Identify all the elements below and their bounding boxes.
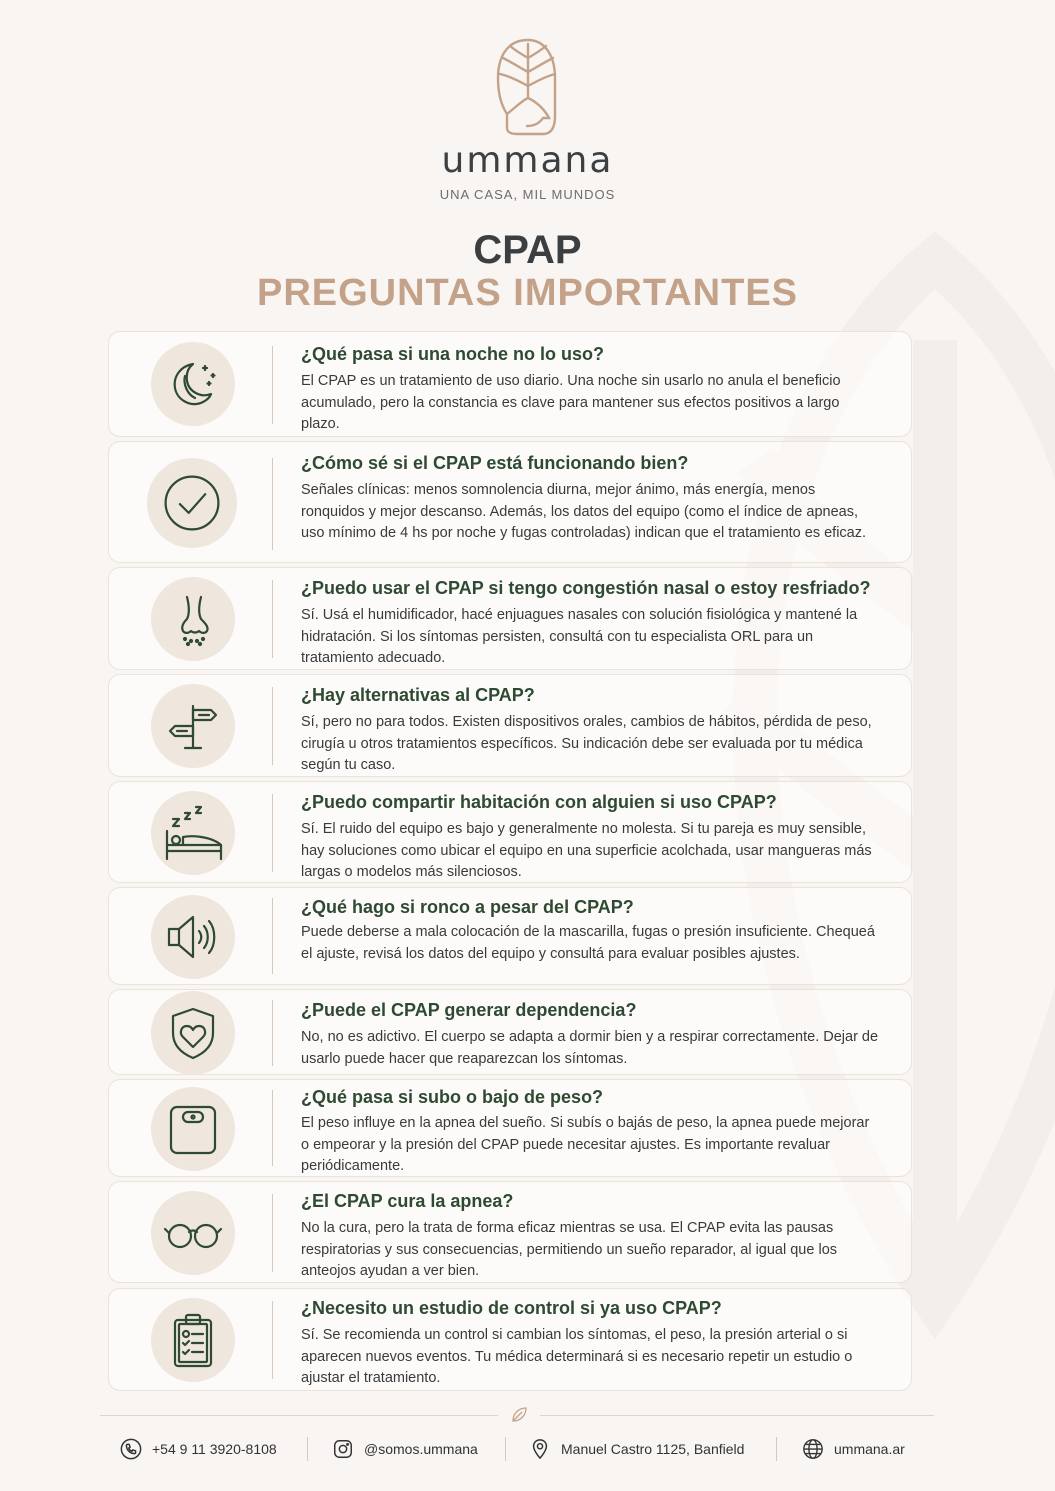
brand-tagline: UNA CASA, MIL MUNDOS [439, 187, 616, 202]
instagram-text: @somos.ummana [364, 1441, 478, 1457]
bed-sleep-icon [151, 791, 235, 875]
glasses-icon [151, 1191, 235, 1275]
faq-answer: No la cura, pero la trata de forma eficaz mientras se usa. El CPAP evita las pausas respiratorias y sus consecuencias, permitiendo un sueño reparador, al igual que los anteojos ayudan a ver bien. [301, 1220, 838, 1280]
instagram-icon [332, 1438, 354, 1460]
faq-question: ¿El CPAP cura la apnea? [301, 1191, 514, 1211]
footer-instagram[interactable] [332, 1437, 478, 1461]
footer-separator [505, 1437, 506, 1461]
phone-text: +54 9 11 3920-8108 [152, 1441, 277, 1457]
card-divider [272, 580, 273, 658]
header [0, 36, 1055, 202]
moon-icon [151, 342, 235, 426]
faq-question: ¿Necesito un estudio de control si ya uso CPAP? [301, 1298, 722, 1318]
faq-answer: El CPAP es un tratamiento de uso diario. Una noche sin usarlo no anula el beneficio acumulado, pero la constancia es clave para mantener sus efectos positivos a largo plazo. [301, 373, 841, 433]
faq-answer: El peso influye en la apnea del sueño. Si subís o bajás de peso, la apnea puede mejorar o empeorar y la presión del CPAP puede necesitar ajustes. Es importante revaluar periódicamente. [301, 1115, 870, 1175]
globe-icon [802, 1438, 824, 1460]
clipboard-icon [151, 1298, 235, 1382]
faq-answer: Sí. El ruido del equipo es bajo y generalmente no molesta. Si tu pareja es muy sensible, hay soluciones como ubicar el equipo en una superficie acolchada, usar mangueras más largas o modelos más silenciosos. [301, 821, 872, 881]
footer-divider-left [100, 1415, 498, 1416]
footer-website[interactable] [802, 1437, 905, 1461]
faq-question: ¿Puede el CPAP generar dependencia? [301, 1000, 637, 1020]
faq-card [108, 441, 912, 563]
faq-answer: No, no es adictivo. El cuerpo se adapta a dormir bien y a respirar correctamente. Dejar de usarlo puede hacer que reaparezcan los síntomas. [301, 1029, 879, 1067]
speaker-icon [151, 895, 235, 979]
faq-card [108, 1181, 912, 1283]
faq-question: ¿Qué pasa si subo o bajo de peso? [301, 1087, 604, 1107]
faq-card [108, 989, 912, 1075]
card-divider [272, 794, 273, 872]
footer-divider-right [540, 1415, 934, 1416]
faq-answer: Sí. Se recomienda un control si cambian los síntomas, el peso, la presión arterial o si aparecen nuevos eventos. Tu médica determinará si es necesario repetir un estudio o ajustar el tratamiento. [301, 1327, 853, 1387]
faq-card [108, 1079, 912, 1177]
card-divider [272, 687, 273, 765]
footer-address[interactable] [529, 1437, 744, 1461]
footer-phone[interactable] [120, 1437, 277, 1461]
faq-answer: Sí, pero no para todos. Existen dispositivos orales, cambios de hábitos, pérdida de peso, cirugía u otros tratamientos específicos. Su indicación debe ser evaluada por tu médica según tu caso. [301, 714, 872, 774]
page-title: CPAP [473, 228, 582, 272]
phone-icon [120, 1438, 142, 1460]
faq-question: ¿Qué pasa si una noche no lo uso? [301, 344, 605, 364]
signpost-icon [151, 684, 235, 768]
website-text: ummana.ar [834, 1441, 905, 1457]
address-text: Manuel Castro 1125, Banfield [561, 1441, 745, 1457]
scale-icon [151, 1087, 235, 1171]
card-divider [272, 458, 273, 550]
faq-card [108, 781, 912, 883]
page-subtitle: PREGUNTAS IMPORTANTES [256, 272, 799, 314]
footer-separator [307, 1437, 308, 1461]
footer-separator [776, 1437, 777, 1461]
faq-card [108, 1288, 912, 1391]
brand-name: ummana [441, 140, 614, 181]
ummana-logo-icon [493, 36, 563, 136]
faq-question: ¿Puedo compartir habitación con alguien si uso CPAP? [301, 792, 777, 812]
card-divider [272, 1090, 273, 1166]
card-divider [272, 1301, 273, 1379]
faq-question: ¿Qué hago si ronco a pesar del CPAP? [301, 897, 634, 917]
card-divider [272, 346, 273, 424]
card-divider [272, 1000, 273, 1066]
faq-card [108, 887, 912, 985]
faq-answer: Sí. Usá el humidificador, hacé enjuagues nasales con solución fisiológica y mantené la hidratación. Si los síntomas persisten, consultá con tu especialista ORL para un tratamiento adecuado. [301, 607, 858, 667]
faq-card [108, 567, 912, 670]
card-divider [272, 1194, 273, 1272]
location-pin-icon [529, 1438, 551, 1460]
faq-answer: Puede deberse a mala colocación de la mascarilla, fugas o presión insuficiente. Chequeá el ajuste, revisá los datos del equipo y consultá para evaluar posibles ajustes. [301, 924, 875, 962]
leaf-icon [509, 1405, 529, 1425]
card-divider [272, 898, 273, 974]
faq-question: ¿Puedo usar el CPAP si tengo congestión nasal o estoy resfriado? [301, 578, 871, 598]
faq-card [108, 331, 912, 437]
faq-answer: Señales clínicas: menos somnolencia diurna, mejor ánimo, más energía, menos ronquidos y mejor descanso. Además, los datos del equipo (como el índice de apneas, uso mínimo de 4 hs por noche y fugas controladas) indican que el tratamiento es eficaz. [301, 482, 867, 542]
faq-question: ¿Hay alternativas al CPAP? [301, 685, 535, 705]
check-icon [147, 458, 237, 548]
faq-card [108, 674, 912, 777]
shield-heart-icon [151, 991, 235, 1075]
nose-icon [151, 577, 235, 661]
faq-question: ¿Cómo sé si el CPAP está funcionando bien? [301, 453, 689, 473]
